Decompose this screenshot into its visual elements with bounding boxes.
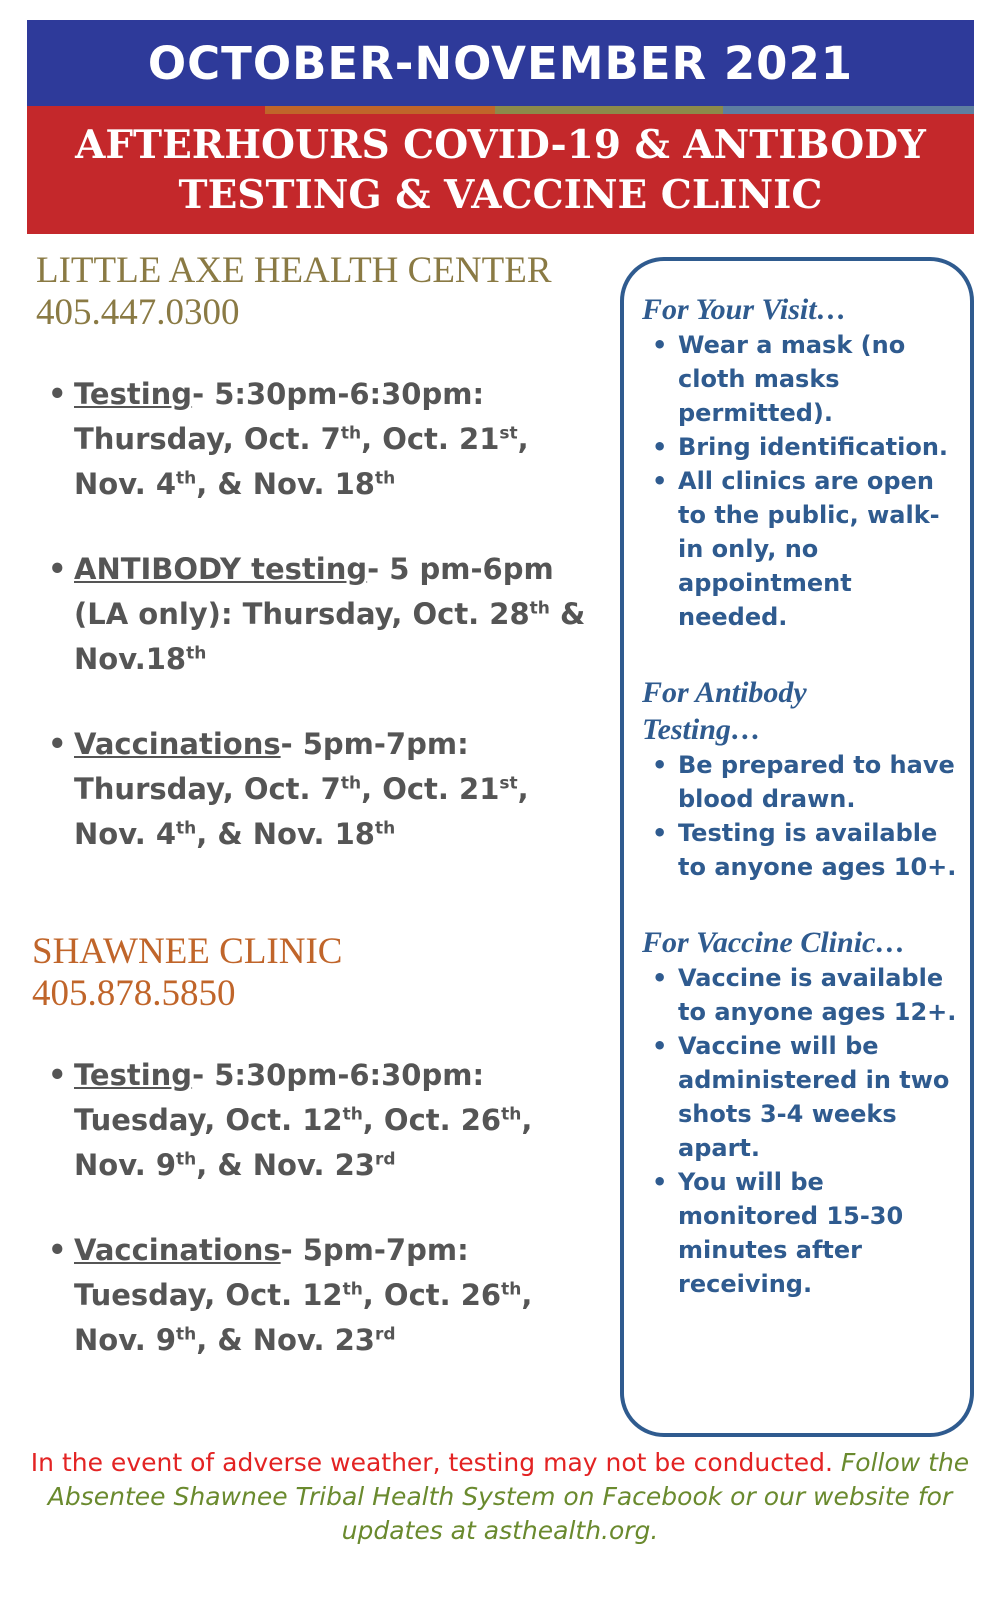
date-suffix: th — [340, 773, 362, 794]
date-text: , & Nov. 23 — [196, 1323, 375, 1357]
date-text: Nov. 4 — [74, 467, 177, 501]
item-time: - 5pm-7pm: — [280, 727, 469, 761]
bullet-icon: • — [652, 751, 668, 779]
info-sidebar-content — [642, 291, 962, 1301]
item-time: - 5:30pm-6:30pm: — [192, 377, 485, 411]
clinic-title-line-2: TESTING & VACCINE CLINIC — [178, 172, 823, 218]
bullet-icon: • — [652, 467, 668, 495]
schedule-item-la-vaccinations — [32, 722, 602, 857]
date-suffix: th — [501, 1279, 522, 1300]
shawnee-name: SHAWNEE CLINIC — [32, 931, 343, 972]
date-text: Nov. 9 — [74, 1148, 177, 1182]
date-text: , — [521, 1278, 533, 1312]
item-lead: Vaccinations — [74, 727, 281, 761]
list-item — [642, 961, 962, 1029]
item-lead: Vaccinations — [74, 1233, 281, 1267]
date-text: Nov.18 — [74, 642, 187, 676]
antibody-heading-line-2: Testing… — [642, 713, 761, 746]
date-suffix: th — [340, 423, 362, 444]
list-item — [642, 430, 962, 464]
date-suffix: st — [499, 423, 518, 444]
date-text: , & Nov. 23 — [196, 1148, 375, 1182]
vaccine-heading: For Vaccine Clinic… — [642, 926, 906, 959]
antibody-heading — [642, 674, 962, 748]
visit-list — [642, 328, 962, 634]
item-lead: Testing — [74, 377, 193, 411]
bullet-icon: • — [652, 1168, 668, 1196]
bullet-icon: • — [48, 727, 67, 761]
date-text: , — [521, 1103, 533, 1137]
visit-heading: For Your Visit… — [642, 293, 847, 326]
shawnee-section — [32, 931, 602, 1015]
list-item — [642, 816, 962, 884]
date-text: , Oct. 26 — [362, 1103, 502, 1137]
item-time: - 5pm-7pm: — [280, 1233, 469, 1267]
bullet-icon: • — [48, 1233, 67, 1267]
stripe-slate — [723, 106, 974, 114]
item-time: - 5 pm-6pm — [367, 552, 554, 586]
date-suffix: th — [374, 468, 396, 489]
list-item — [642, 1165, 962, 1301]
date-text: , Oct. 26 — [362, 1278, 502, 1312]
bullet-icon: • — [48, 1058, 67, 1092]
follow-note: Follow the Absentee Shawnee Tribal Health System on Facebook or our website for updates at asthealth.org. — [47, 1448, 970, 1545]
list-item — [642, 328, 962, 430]
footer-note — [30, 1446, 970, 1548]
header-title-band — [27, 106, 974, 234]
date-text: , Oct. 21 — [361, 422, 500, 456]
antibody-heading-line-1: For Antibody — [642, 676, 807, 709]
date-suffix: th — [176, 1324, 197, 1345]
little-axe-schedule — [32, 372, 602, 857]
date-text: (LA only): Thursday, Oct. 28 — [74, 597, 530, 631]
stripe-olive — [495, 106, 723, 114]
date-suffix: th — [374, 818, 396, 839]
date-suffix: th — [501, 1104, 522, 1125]
clinic-title — [27, 120, 974, 220]
schedule-item-sh-vaccinations — [32, 1228, 602, 1363]
shawnee-phone: 405.878.5850 — [32, 973, 236, 1014]
item-lead: ANTIBODY testing — [74, 552, 368, 586]
bullet-icon: • — [652, 331, 668, 359]
bullet-icon: • — [652, 819, 668, 847]
little-axe-section — [36, 250, 602, 334]
date-suffix: th — [176, 818, 197, 839]
date-suffix: th — [342, 1104, 363, 1125]
date-text: , Oct. 21 — [361, 772, 500, 806]
item-time: - 5:30pm-6:30pm: — [192, 1058, 485, 1092]
date-suffix: th — [529, 598, 550, 619]
tip-text: Vaccine is available to anyone ages 12+. — [678, 964, 957, 1026]
tip-text: Bring identification. — [678, 433, 949, 461]
decorative-stripes — [265, 106, 974, 114]
bullet-icon: • — [48, 377, 67, 411]
tip-text: All clinics are open to the public, walk-in only, no appointment needed. — [678, 467, 940, 631]
item-lead: Testing — [74, 1058, 193, 1092]
tip-text: Vaccine will be administered in two shots 3-4 weeks apart. — [678, 1032, 950, 1162]
date-suffix: th — [176, 1149, 197, 1170]
date-suffix: st — [499, 773, 518, 794]
antibody-list — [642, 748, 962, 884]
date-suffix: th — [342, 1279, 363, 1300]
date-text: , & Nov. 18 — [196, 817, 375, 851]
bullet-icon: • — [652, 1032, 668, 1060]
weather-warning: In the event of adverse weather, testing may not be conducted. — [30, 1448, 833, 1477]
schedule-column — [32, 250, 602, 1363]
date-suffix: th — [186, 643, 207, 664]
vaccine-list — [642, 961, 962, 1301]
tip-text: Testing is available to anyone ages 10+. — [678, 819, 957, 881]
tip-text: Be prepared to have blood drawn. — [678, 751, 955, 813]
shawnee-schedule — [32, 1053, 602, 1363]
tip-text: Wear a mask (no cloth masks permitted). — [678, 331, 906, 427]
clinic-title-line-1: AFTERHOURS COVID-19 & ANTIBODY — [75, 122, 926, 168]
list-item — [642, 1029, 962, 1165]
bullet-icon: • — [652, 433, 668, 461]
schedule-item-sh-testing — [32, 1053, 602, 1188]
stripe-orange — [265, 106, 495, 114]
list-item — [642, 464, 962, 634]
schedule-item-la-antibody — [32, 547, 602, 682]
bullet-icon: • — [652, 964, 668, 992]
date-text: Nov. 9 — [74, 1323, 177, 1357]
list-item — [642, 748, 962, 816]
info-sidebar-box — [620, 257, 974, 1437]
date-text: Thursday, Oct. 7 — [74, 772, 341, 806]
date-text: Tuesday, Oct. 12 — [74, 1103, 343, 1137]
date-text: Tuesday, Oct. 12 — [74, 1278, 343, 1312]
date-text: Thursday, Oct. 7 — [74, 422, 341, 456]
date-text: Nov. 4 — [74, 817, 177, 851]
date-suffix: rd — [374, 1324, 396, 1345]
little-axe-name: LITTLE AXE HEALTH CENTER — [36, 250, 552, 291]
month-range-title: OCTOBER-NOVEMBER 2021 — [147, 36, 854, 90]
date-text: & — [549, 597, 586, 631]
date-text: , — [517, 772, 529, 806]
date-suffix: th — [176, 468, 197, 489]
tip-text: You will be monitored 15-30 minutes after receiving. — [678, 1168, 904, 1298]
little-axe-phone: 405.447.0300 — [36, 292, 240, 333]
date-text: , & Nov. 18 — [196, 467, 375, 501]
bullet-icon: • — [48, 552, 67, 586]
header-month-band — [27, 20, 974, 106]
date-suffix: rd — [374, 1149, 396, 1170]
date-text: , — [517, 422, 529, 456]
schedule-item-la-testing — [32, 372, 602, 507]
